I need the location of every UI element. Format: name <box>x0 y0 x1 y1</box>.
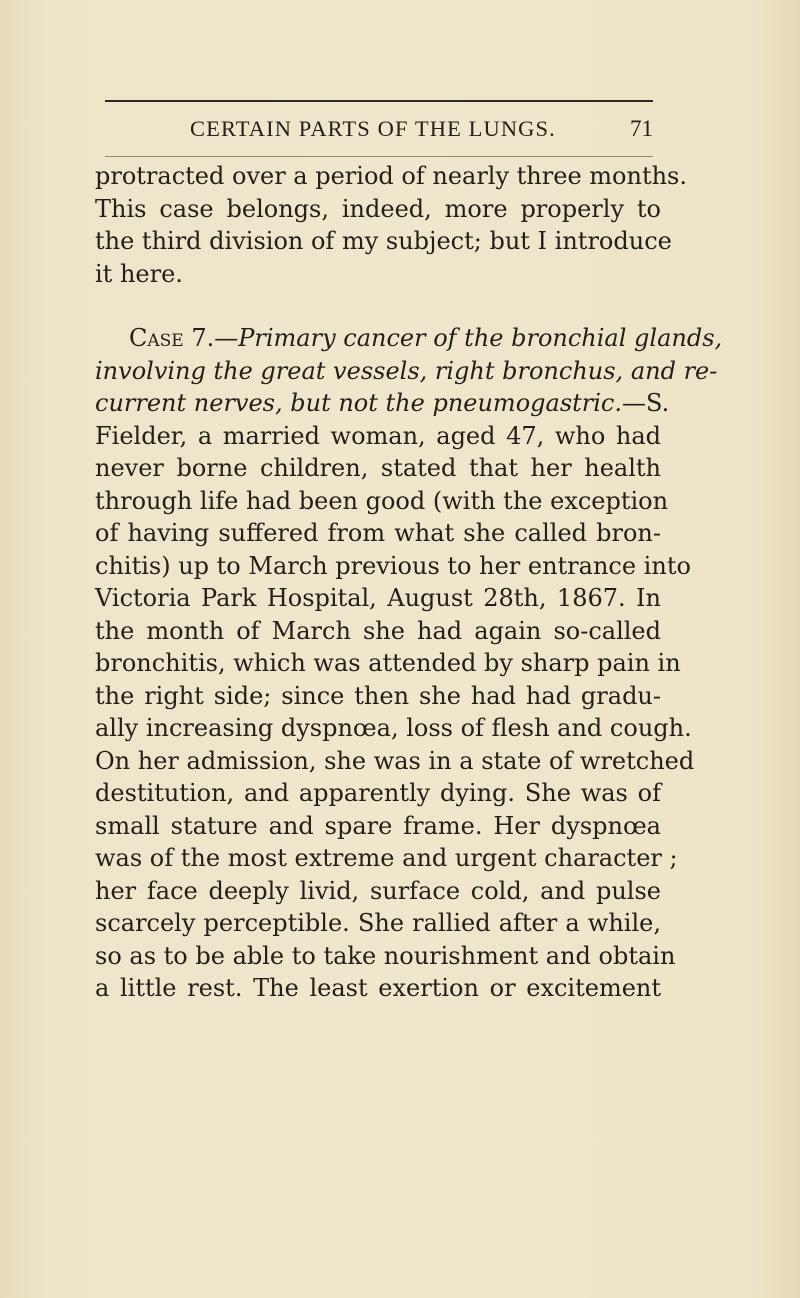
page-number: 71 <box>630 116 653 141</box>
text-line: small stature and spare frame. Her dyspnœa <box>95 811 661 840</box>
text-line: her face deeply livid, surface cold, and pulse <box>95 876 661 905</box>
text-line: never borne children, stated that her health <box>95 454 661 482</box>
text-line: bronchitis, which was attended by sharp pain in <box>95 649 681 677</box>
top-rule <box>105 100 653 102</box>
text-line: through life had been good (with the exception <box>95 486 669 515</box>
head-rule <box>105 156 653 157</box>
text-line: the month of March she had again so-called <box>95 616 661 645</box>
text-line: the third division of my subject; but I introduce <box>95 227 672 255</box>
paragraph-gap <box>95 290 661 322</box>
case-title-part: current nerves, but not the pneumogastric. <box>95 389 622 417</box>
case-heading-line: involving the great vessels, right bronchus, and re- <box>95 356 718 385</box>
text-line: it here. <box>95 259 183 288</box>
text-line: a little rest. The least exertion or excitement <box>95 974 661 1002</box>
running-head <box>105 116 653 152</box>
text-line: Fielder, a married woman, aged 47, who had <box>95 421 661 450</box>
text-line: This case belongs, indeed, more properly to <box>95 194 661 223</box>
text-line: On her admission, she was in a state of wretched <box>95 746 695 775</box>
case-title-part: Primary cancer of the bronchial glands, <box>238 324 723 352</box>
body-text <box>95 160 723 1005</box>
text-line: Victoria Park Hospital, August 28th, 1867. In <box>95 584 661 612</box>
text-line: chitis) up to March previous to her entrance into <box>95 551 691 580</box>
case-dash: — <box>214 324 239 352</box>
text-line: of having suffered from what she called bron- <box>95 519 661 547</box>
running-head-title: CERTAIN PARTS OF THE LUNGS. <box>190 116 556 141</box>
text-line: the right side; since then she had had gradu- <box>95 681 661 710</box>
case-paragraph <box>95 322 723 1005</box>
text-line: scarcely perceptible. She rallied after a while, <box>95 909 661 937</box>
text-line: destitution, and apparently dying. She was of <box>95 779 661 807</box>
paragraph-continuation <box>95 160 687 290</box>
case-heading-line <box>95 387 670 420</box>
case-heading-line <box>95 322 723 355</box>
case-label: Case 7. <box>129 324 215 352</box>
case-heading-tail: —S. <box>622 389 670 417</box>
text-line: was of the most extreme and urgent character ; <box>95 844 678 872</box>
text-line: protracted over a period of nearly three months. <box>95 162 687 190</box>
text-line: ally increasing dyspnœa, loss of flesh and cough. <box>95 714 692 742</box>
text-line: so as to be able to take nourishment and obtain <box>95 941 676 970</box>
